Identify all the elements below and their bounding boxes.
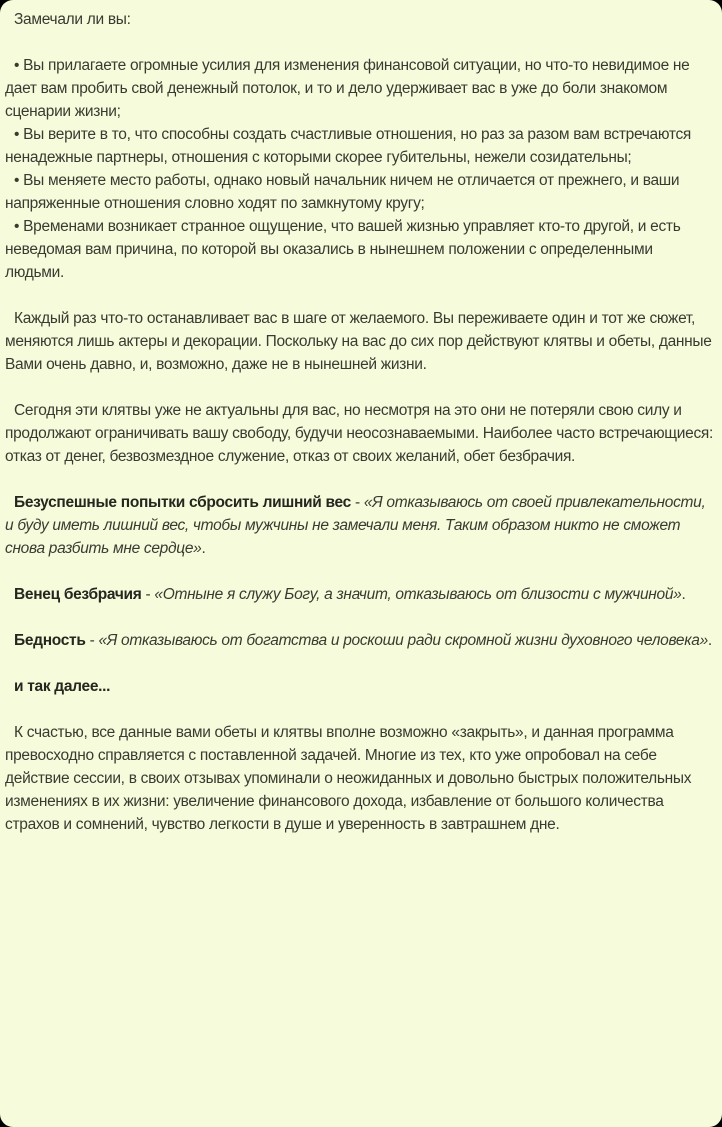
vow-period: . <box>707 632 712 649</box>
vow-quote: «Я отказываюсь от богатства и роскоши ради скромной жизни духовного человека» <box>98 632 708 649</box>
vow-period: . <box>201 540 206 557</box>
vow-title: Бедность <box>14 632 86 649</box>
vow-period: . <box>681 586 686 603</box>
bullet-text: Временами возникает странное ощущение, что вашей жизнью управляет кто-то другой, и есть неведомая вам причина, по которой вы оказались в нынешнем положении с определенными людьми. <box>5 218 681 281</box>
bullet-icon: • <box>14 218 20 235</box>
paragraph-closing: К счастью, все данные вами обеты и клятвы вполне возможно «закрыть», и данная программа превосходно справляется с поставленной задачей. Многие из тех, кто уже опробовал на себе действие сессии, в своих отзывах упоминали о неожиданных и довольно быстрых положительных изменениях в их жизни: увеличение финансового дохода, избавление от большого количества страхов и сомнений, чувство легкости в душе и уверенность в завтрашнем дне. <box>5 724 692 833</box>
bullet-item <box>5 123 715 169</box>
vow-quote: «Отныне я служу Богу, а значит, отказываюсь от близости с мужчиной» <box>154 586 682 603</box>
paragraph-repeating-scenario: Каждый раз что-то останавливает вас в шаге от желаемого. Вы переживаете один и тот же сюжет, меняются лишь актеры и декорации. Поскольку на вас до сих пор действуют клятвы и обеты, данные Вами очень давно, и, возможно, даже не в нынешней жизни. <box>5 310 712 373</box>
vow-separator: - <box>85 632 99 649</box>
vow-title: Венец безбрачия <box>14 586 142 603</box>
bullet-text: Вы меняете место работы, однако новый начальник ничем не отличается от прежнего, и ваши напряженные отношения словно ходят по замкнутому кругу; <box>5 172 680 212</box>
bullet-icon: • <box>14 126 20 143</box>
vow-title: Безуспешные попытки сбросить лишний вес <box>14 494 351 511</box>
bullet-item <box>5 54 715 123</box>
bullet-text: Вы прилагаете огромные усилия для изменения финансовой ситуации, но что-то невидимое не дает вам пробить свой денежный потолок, и то и дело удерживает вас в уже до боли знакомом сценарии жизни; <box>5 57 690 120</box>
bullet-text: Вы верите в то, что способны создать счастливые отношения, но раз за разом вам встречаются ненадежные партнеры, отношения с которыми скорее губительны, нежели созидательны; <box>5 126 692 166</box>
bullet-icon: • <box>14 172 20 189</box>
intro-line: Замечали ли вы: <box>14 11 131 28</box>
vow-separator: - <box>141 586 155 603</box>
vow-separator: - <box>350 494 364 511</box>
paragraph-vows-today: Сегодня эти клятвы уже не актуальны для вас, но несмотря на это они не потеряли свою силу и продолжают ограничивать вашу свободу, будучи неосознаваемыми. Наиболее часто встречающиеся: отказ от денег, безвозмездное служение, отказ от своих желаний, обет безбрачия. <box>5 402 713 465</box>
vow-item-celibacy <box>5 583 715 606</box>
bullet-list <box>5 54 715 284</box>
etcetera-line: и так далее... <box>14 678 111 695</box>
vow-item-poverty <box>5 629 715 652</box>
bullet-item <box>5 215 715 284</box>
bullet-icon: • <box>14 57 20 74</box>
vow-item-weight <box>5 491 715 560</box>
bullet-item <box>5 169 715 215</box>
vow-quote: «Я отказываюсь от своей привлекательности, и буду иметь лишний вес, чтобы мужчины не замечали меня. Таким образом никто не сможет снова разбить мне сердце» <box>5 494 706 557</box>
